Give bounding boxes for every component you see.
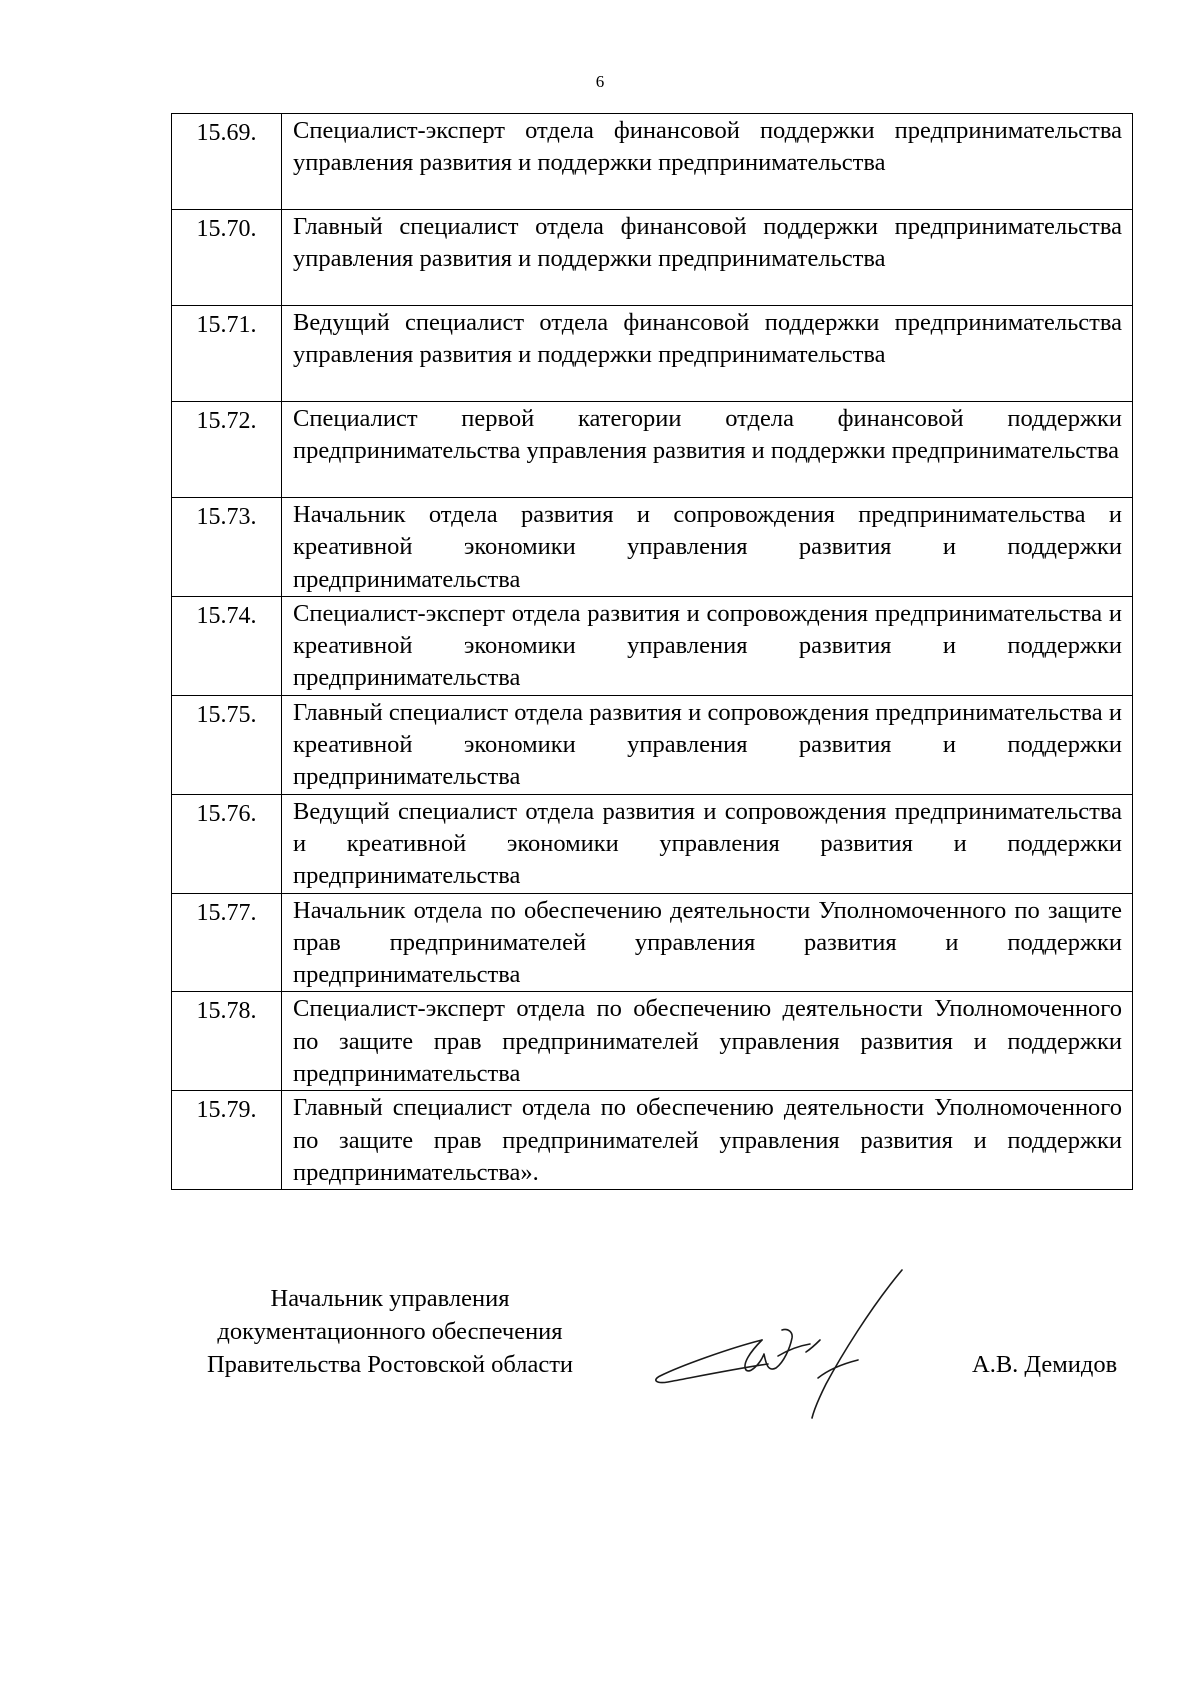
table-row xyxy=(172,992,1133,1091)
table-row xyxy=(172,893,1133,992)
row-number: 15.77. xyxy=(172,893,282,992)
row-number: 15.69. xyxy=(172,114,282,210)
position-title: Главный специалист отдела финансовой поддержки предпринимательства управления развития и поддержки предпринимательства xyxy=(293,213,1122,273)
position-title: Начальник отдела развития и сопровождения предпринимательства и креативной экономики управления развития и поддержки предпринимательства xyxy=(293,501,1122,593)
row-number: 15.72. xyxy=(172,402,282,498)
position-title: Ведущий специалист отдела развития и сопровождения предпринимательства и креативной экономики управления развития и поддержки предпринимательства xyxy=(293,797,1122,890)
table-row xyxy=(172,794,1133,893)
position-title: Специалист-эксперт отдела развития и сопровождения предпринимательства и креативной экономики управления развития и поддержки предпринимательства xyxy=(293,599,1122,692)
table-row xyxy=(172,1091,1133,1190)
position-title: Специалист-эксперт отдела по обеспечению деятельности Уполномоченного по защите прав предпринимателей управления развития и поддержки предпринимательства xyxy=(293,995,1122,1088)
row-number: 15.79. xyxy=(172,1091,282,1190)
table-row xyxy=(172,114,1133,210)
signer-name: А.В. Демидов xyxy=(972,1351,1118,1378)
table-row xyxy=(172,695,1133,794)
signatory-title-line: Начальник управления xyxy=(270,1285,510,1312)
row-number: 15.74. xyxy=(172,596,282,695)
table-row xyxy=(172,210,1133,306)
signatory-title-line: документационного обеспечения xyxy=(217,1318,563,1345)
positions-table xyxy=(171,113,1133,1190)
position-title: Главный специалист отдела развития и сопровождения предпринимательства и креативной экономики управления развития и поддержки предпринимательства xyxy=(293,698,1122,791)
position-title: Ведущий специалист отдела финансовой поддержки предпринимательства управления развития и поддержки предпринимательства xyxy=(293,309,1122,369)
position-title: Специалист-эксперт отдела финансовой поддержки предпринимательства управления развития и поддержки предпринимательства xyxy=(293,117,1122,177)
table-row xyxy=(172,306,1133,402)
row-number: 15.71. xyxy=(172,306,282,402)
table-row xyxy=(172,596,1133,695)
handwritten-signature xyxy=(650,1268,950,1438)
table-row xyxy=(172,498,1133,597)
position-title: Главный специалист отдела по обеспечению деятельности Уполномоченного по защите прав предпринимателей управления развития и поддержки предпринимательства». xyxy=(293,1094,1122,1186)
signatory-title-line: Правительства Ростовской области xyxy=(206,1351,574,1378)
position-title: Специалист первой категории отдела финансовой поддержки предпринимательства управления развития и поддержки предпринимательства xyxy=(293,405,1122,465)
row-number: 15.78. xyxy=(172,992,282,1091)
page-number: 6 xyxy=(595,72,605,91)
row-number: 15.70. xyxy=(172,210,282,306)
table-row xyxy=(172,402,1133,498)
row-number: 15.73. xyxy=(172,498,282,597)
row-number: 15.75. xyxy=(172,695,282,794)
row-number: 15.76. xyxy=(172,794,282,893)
signatory-title xyxy=(170,1282,610,1381)
position-title: Начальник отдела по обеспечению деятельности Уполномоченного по защите прав предпринимателей управления развития и поддержки предпринимательства xyxy=(293,896,1122,989)
